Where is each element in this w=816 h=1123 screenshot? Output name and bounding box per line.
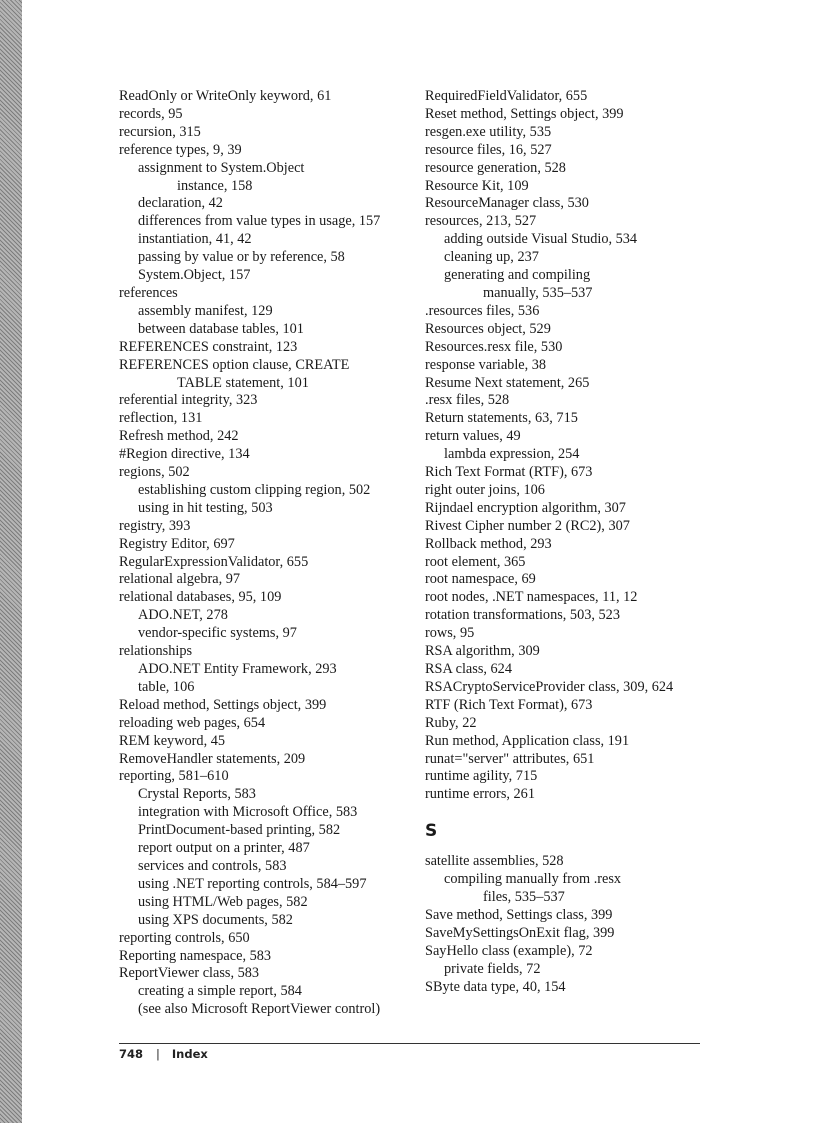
index-subentry: using HTML/Web pages, 582 xyxy=(138,893,308,910)
index-subentry: vendor-specific systems, 97 xyxy=(138,625,297,642)
index-subentry: instantiation, 41, 42 xyxy=(138,231,252,248)
index-entry: root element, 365 xyxy=(425,553,526,570)
index-entry: RemoveHandler statements, 209 xyxy=(119,750,306,767)
index-entry: RegularExpressionValidator, 655 xyxy=(119,553,309,570)
index-column-right xyxy=(425,88,715,997)
index-entry: Rollback method, 293 xyxy=(425,535,552,552)
index-entry: REM keyword, 45 xyxy=(119,732,226,749)
index-entry: regions, 502 xyxy=(119,464,190,481)
index-entry: resources, 213, 527 xyxy=(425,213,537,230)
index-entry: Reporting namespace, 583 xyxy=(119,947,272,964)
index-subentry: ADO.NET Entity Framework, 293 xyxy=(138,661,337,677)
index-subentry: ADO.NET, 278 xyxy=(138,607,228,624)
footer-rule xyxy=(119,1043,700,1044)
index-entry: resource generation, 528 xyxy=(425,159,566,176)
index-entry: recursion, 315 xyxy=(119,123,201,140)
index-subentry: table, 106 xyxy=(138,678,195,695)
index-subentry: compiling manually from .resx xyxy=(444,871,622,888)
index-entry: Rich Text Format (RTF), 673 xyxy=(425,464,593,481)
index-entry: registry, 393 xyxy=(119,517,191,534)
index-entry: SByte data type, 40, 154 xyxy=(425,978,566,995)
index-entry: #Region directive, 134 xyxy=(119,446,250,463)
index-entry-continuation: instance, 158 xyxy=(177,177,253,194)
index-entry-continuation: TABLE statement, 101 xyxy=(177,374,309,391)
index-entry: RequiredFieldValidator, 655 xyxy=(425,88,588,104)
index-subentry: cleaning up, 237 xyxy=(444,249,539,266)
index-entry: right outer joins, 106 xyxy=(425,481,545,498)
index-entry: runat="server" attributes, 651 xyxy=(425,750,595,767)
index-entry: reference types, 9, 39 xyxy=(119,141,242,158)
index-entry: SayHello class (example), 72 xyxy=(425,942,593,959)
index-entry: reflection, 131 xyxy=(119,410,203,427)
index-subentry: Crystal Reports, 583 xyxy=(138,786,256,803)
index-entry: references xyxy=(119,284,178,301)
index-subentry: report output on a printer, 487 xyxy=(138,840,310,857)
index-entry: relational algebra, 97 xyxy=(119,571,241,588)
index-entry: .resx files, 528 xyxy=(425,392,510,409)
index-subentry: services and controls, 583 xyxy=(138,857,287,874)
index-entry: ReadOnly or WriteOnly keyword, 61 xyxy=(119,88,332,104)
footer-section-label: Index xyxy=(171,1047,208,1061)
index-subentry: System.Object, 157 xyxy=(138,267,251,284)
index-entry: relationships xyxy=(119,643,193,660)
index-entry: root nodes, .NET namespaces, 11, 12 xyxy=(425,589,638,606)
index-entry: Resource Kit, 109 xyxy=(425,177,529,194)
index-entry: RSA algorithm, 309 xyxy=(425,643,540,660)
index-entry: Registry Editor, 697 xyxy=(119,535,235,552)
index-subentry: creating a simple report, 584 xyxy=(138,983,302,1000)
index-subentry: establishing custom clipping region, 502 xyxy=(138,481,371,498)
index-entry: Refresh method, 242 xyxy=(119,428,239,445)
index-entry: Save method, Settings class, 399 xyxy=(425,906,613,923)
index-subentry: (see also Microsoft ReportViewer control) xyxy=(138,1001,381,1018)
index-entry: Resources.resx file, 530 xyxy=(425,338,563,355)
index-entry: Run method, Application class, 191 xyxy=(425,732,630,749)
index-entry-continuation: manually, 535–537 xyxy=(483,284,593,301)
index-entry: Return statements, 63, 715 xyxy=(425,410,578,427)
index-entry: Rijndael encryption algorithm, 307 xyxy=(425,499,626,516)
page-number: 748 xyxy=(119,1047,144,1061)
index-subentry: lambda expression, 254 xyxy=(444,446,580,463)
page-footer xyxy=(119,1047,208,1061)
section-heading-s: S xyxy=(425,821,438,842)
index-entry: SaveMySettingsOnExit flag, 399 xyxy=(425,924,615,941)
index-entry: satellite assemblies, 528 xyxy=(425,853,564,870)
index-entry: ReportViewer class, 583 xyxy=(119,965,260,982)
index-subentry: declaration, 42 xyxy=(138,195,223,212)
index-entry: rotation transformations, 503, 523 xyxy=(425,607,620,624)
index-entry: resgen.exe utility, 535 xyxy=(425,123,552,140)
index-subentry: using .NET reporting controls, 584–597 xyxy=(138,875,367,892)
index-entry: Resume Next statement, 265 xyxy=(425,374,590,391)
index-subentry: adding outside Visual Studio, 534 xyxy=(444,231,638,248)
index-entry: resource files, 16, 527 xyxy=(425,141,552,158)
index-subentry: passing by value or by reference, 58 xyxy=(138,249,345,266)
index-entry: rows, 95 xyxy=(425,625,475,642)
index-entry: runtime errors, 261 xyxy=(425,786,535,803)
index-entry: records, 95 xyxy=(119,105,183,122)
index-entry: RSACryptoServiceProvider class, 309, 624 xyxy=(425,678,674,695)
index-subentry: using XPS documents, 582 xyxy=(138,911,293,928)
index-entry: Resources object, 529 xyxy=(425,320,551,337)
index-subentry: differences from value types in usage, 157 xyxy=(138,213,381,230)
index-entries-s xyxy=(425,853,715,996)
index-entry: runtime agility, 715 xyxy=(425,768,538,785)
index-entry: relational databases, 95, 109 xyxy=(119,589,282,606)
index-entry: reloading web pages, 654 xyxy=(119,714,266,731)
index-entry: RSA class, 624 xyxy=(425,661,512,677)
index-entry: reporting controls, 650 xyxy=(119,929,250,946)
index-entry: reporting, 581–610 xyxy=(119,768,229,785)
index-subentry: between database tables, 101 xyxy=(138,320,304,337)
index-subentry: assignment to System.Object xyxy=(138,159,305,176)
index-entry: Rivest Cipher number 2 (RC2), 307 xyxy=(425,517,630,534)
index-entry: REFERENCES option clause, CREATE xyxy=(119,356,350,373)
index-column-left xyxy=(119,88,409,1019)
index-subentry: using in hit testing, 503 xyxy=(138,499,273,516)
index-entry: ResourceManager class, 530 xyxy=(425,195,589,212)
index-entry-continuation: files, 535–537 xyxy=(483,889,565,906)
index-entry: Ruby, 22 xyxy=(425,714,477,731)
index-entry: .resources files, 536 xyxy=(425,302,540,319)
index-entry: RTF (Rich Text Format), 673 xyxy=(425,696,593,713)
index-entry: return values, 49 xyxy=(425,428,521,445)
index-subentry: PrintDocument-based printing, 582 xyxy=(138,822,341,839)
index-subentry: generating and compiling xyxy=(444,267,591,284)
index-entry: Reset method, Settings object, 399 xyxy=(425,105,624,122)
index-entry: REFERENCES constraint, 123 xyxy=(119,338,298,355)
index-entry: referential integrity, 323 xyxy=(119,392,258,409)
index-entry: response variable, 38 xyxy=(425,356,547,373)
index-entries-r xyxy=(425,88,715,804)
index-subentry: integration with Microsoft Office, 583 xyxy=(138,804,358,821)
index-entry: Reload method, Settings object, 399 xyxy=(119,696,327,713)
index-subentry: assembly manifest, 129 xyxy=(138,302,273,319)
index-subentry: private fields, 72 xyxy=(444,960,541,977)
footer-separator: | xyxy=(156,1047,160,1061)
index-entry: root namespace, 69 xyxy=(425,571,536,588)
scan-binding-edge xyxy=(0,0,22,1123)
